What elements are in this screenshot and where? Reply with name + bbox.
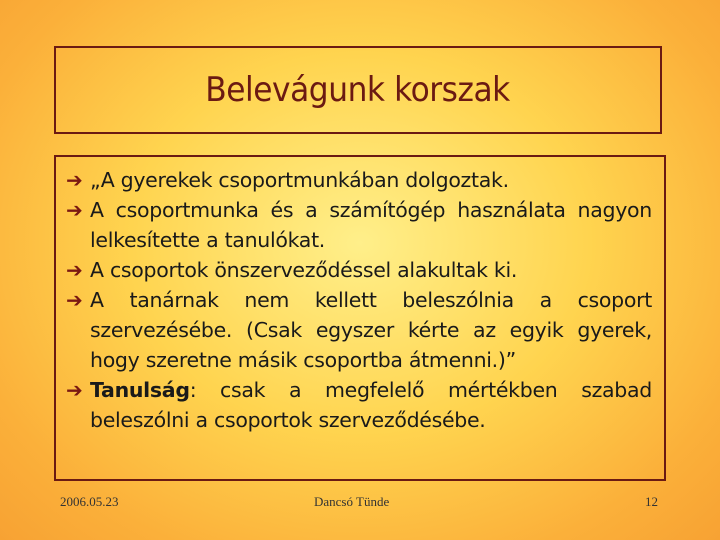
footer-date: 2006.05.23 — [60, 494, 119, 509]
slide-title: Belevágunk korszak — [205, 70, 511, 110]
bullet-text: A csoportmunka és a számítógép használata nagyon lelkesítette a tanulókat. — [90, 198, 652, 252]
bullet-text: A csoportok önszerveződéssel alakultak ki. — [90, 258, 518, 282]
bullet-text: : csak a megfelelő mértékben szabad beleszólni a csoportok szerveződésébe. — [90, 378, 652, 432]
bullet-item — [66, 375, 652, 435]
content-box — [54, 155, 666, 481]
right-arrow-icon: ➔ — [66, 168, 83, 192]
right-arrow-icon: ➔ — [66, 288, 83, 312]
title-box — [54, 46, 662, 134]
right-arrow-icon: ➔ — [66, 378, 83, 402]
bullet-text: „A gyerekek csoportmunkában dolgoztak. — [90, 168, 509, 192]
lesson-label: Tanulság — [90, 378, 190, 402]
bullet-text: A tanárnak nem kellett beleszólnia a csoport szervezésébe. (Csak egyszer kérte az egyik gyerek, hogy szeretne másik csoportba átmenni.)” — [90, 288, 652, 372]
footer-author: Dancsó Tünde — [314, 494, 390, 509]
right-arrow-icon: ➔ — [66, 198, 83, 222]
right-arrow-icon: ➔ — [66, 258, 83, 282]
bullet-item — [66, 255, 652, 285]
bullet-item — [66, 285, 652, 375]
bullet-item — [66, 165, 652, 195]
bullet-item — [66, 195, 652, 255]
footer-page-number: 12 — [645, 494, 658, 509]
